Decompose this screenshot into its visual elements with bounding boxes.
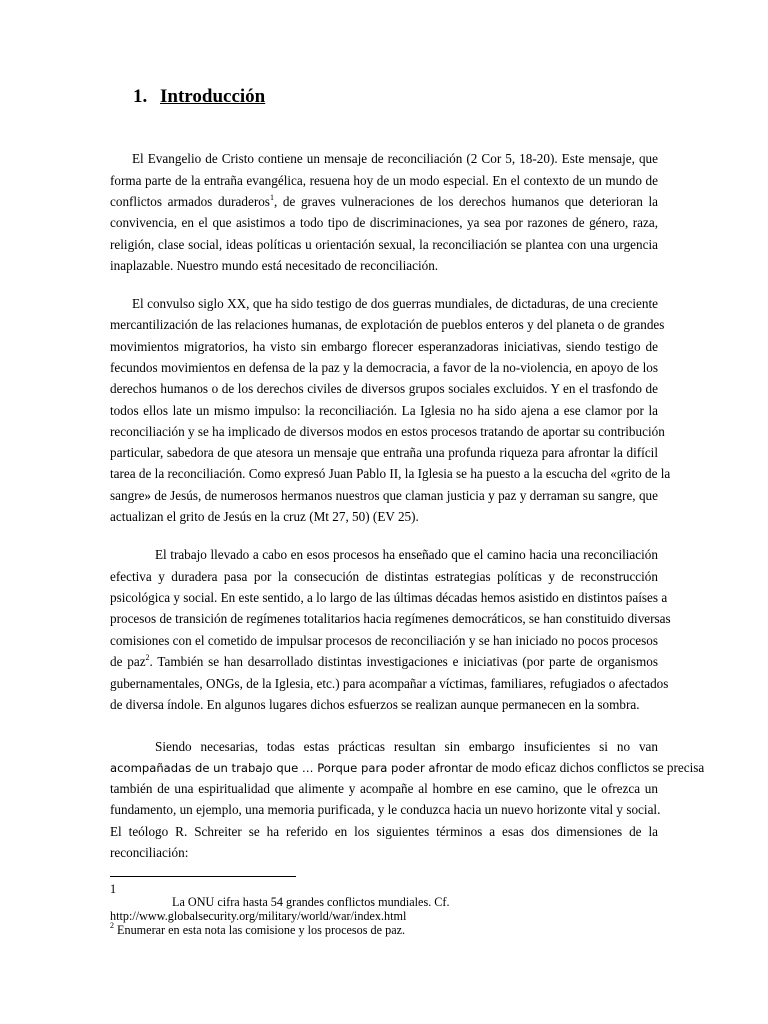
footnote-ref-2: 2 <box>145 653 150 662</box>
text-line <box>110 759 705 777</box>
footnote-1-marker: 1 <box>110 882 117 896</box>
footnote-1-url: http://www.globalsecurity.org/military/world/war/index.html <box>110 909 407 923</box>
text-line: particular, sabedora de que atesora un mensaje que entraña una profunda riqueza para afrontar la difícil <box>110 445 658 460</box>
section-heading <box>133 86 265 108</box>
text-span: tar de modo eficaz dichos conflictos se precisa <box>458 760 705 775</box>
text-span: de paz <box>110 654 146 669</box>
section-number: 1. <box>133 86 148 107</box>
text-line: actualizan el grito de Jesús en la cruz (Mt 27, 50) (EV 25). <box>110 509 419 524</box>
text-line: inaplazable. Nuestro mundo está necesitado de reconciliación. <box>110 258 439 273</box>
text-line: forma parte de la entraña evangélica, resuena hoy de un modo especial. En el contexto de un mundo de <box>110 173 658 188</box>
text-span: conflictos armados duraderos <box>110 194 270 209</box>
footnote-2 <box>110 923 405 938</box>
text-line: comisiones con el cometido de impulsar procesos de reconciliación y se han iniciado no pocos procesos <box>110 633 658 648</box>
text-line: también de una espiritualidad que alimente y acompañe al hombre en ese camino, que le ofrezca un <box>110 781 658 796</box>
footnote-2-text: Enumerar en esta nota las comisione y los procesos de paz. <box>114 923 406 937</box>
text-line: sangre» de Jesús, de numerosos hermanos nuestros que claman justicia y paz y derraman su sangre, que <box>110 488 658 503</box>
text-line: Siendo necesarias, todas estas prácticas resultan sin embargo insuficientes si no van <box>155 739 658 754</box>
text-line: derechos humanos o de los derechos civiles de diversos grupos sociales excluidos. Y en el trasfondo de <box>110 381 658 396</box>
text-line: fundamento, un ejemplo, una memoria purificada, y le conduzca hacia un nuevo horizonte vital y social. <box>110 802 661 817</box>
text-line <box>110 193 658 211</box>
text-line: convivencia, en el que asistimos a todo tipo de discriminaciones, ya sea por razones de género, raza, <box>110 215 658 230</box>
footnote-separator <box>110 876 296 877</box>
text-line: El convulso siglo XX, que ha sido testigo de dos guerras mundiales, de dictaduras, de una creciente <box>132 296 658 311</box>
text-line: reconciliación: <box>110 845 189 860</box>
text-line: de diversa índole. En algunos lugares dichos esfuerzos se realizan aunque permanecen en la sombra. <box>110 697 640 712</box>
text-span: . También se han desarrollado distintas investigaciones e iniciativas (por parte de organismos <box>149 654 658 669</box>
text-line: El trabajo llevado a cabo en esos procesos ha enseñado que el camino hacia una reconciliación <box>155 547 658 562</box>
text-span: , de graves vulneraciones de los derechos humanos que deterioran la <box>273 194 658 209</box>
section-title: Introducción <box>160 86 266 107</box>
footnote-1-text: La ONU cifra hasta 54 grandes conflictos mundiales. Cf. <box>172 895 450 909</box>
text-line: todos ellos late un mismo impulso: la reconciliación. La Iglesia no ha sido ajena a ese clamor por la <box>110 403 658 418</box>
text-line: religión, clase social, ideas políticas u orientación sexual, la reconciliación se plantea con una urgencia <box>110 237 658 252</box>
text-line: movimientos migratorios, ha visto sin embargo florecer esperanzadoras iniciativas, siendo testigo de <box>110 339 658 354</box>
text-line: mercantilización de las relaciones humanas, de explotación de pueblos enteros y del planeta o de grandes <box>110 317 665 332</box>
text-line: efectiva y duradera pasa por la consecución de distintas estrategias políticas y de reconstrucción <box>110 569 658 584</box>
footnote-2-marker: 2 <box>110 921 114 930</box>
text-line: El Evangelio de Cristo contiene un mensaje de reconciliación (2 Cor 5, 18-20). Este mensaje, que <box>132 151 658 166</box>
footnote-ref-1: 1 <box>269 193 274 202</box>
text-span-alt-font: acompañadas de un trabajo que … Porque para poder afron <box>110 761 459 775</box>
text-line: gubernamentales, ONGs, de la Iglesia, etc.) para acompañar a víctimas, familiares, refugiados o afectados <box>110 676 669 691</box>
text-line: fecundos movimientos en defensa de la paz y la democracia, a favor de la no-violencia, en apoyo de los <box>110 360 658 375</box>
text-line: reconciliación y se ha implicado de diversos modos en estos procesos tratando de aportar su contribución <box>110 424 665 439</box>
text-line <box>110 653 658 671</box>
text-line: tarea de la reconciliación. Como expresó Juan Pablo II, la Iglesia se ha puesto a la escucha del «grito de la <box>110 466 671 481</box>
text-line: procesos de transición de regímenes totalitarios hacia regímenes democráticos, se han constituido diversas <box>110 611 671 626</box>
text-line: El teólogo R. Schreiter se ha referido en los siguientes términos a esas dos dimensiones de la <box>110 824 658 839</box>
text-line: psicológica y social. En este sentido, a lo largo de las últimas décadas hemos asistido en distintos países a <box>110 590 668 605</box>
